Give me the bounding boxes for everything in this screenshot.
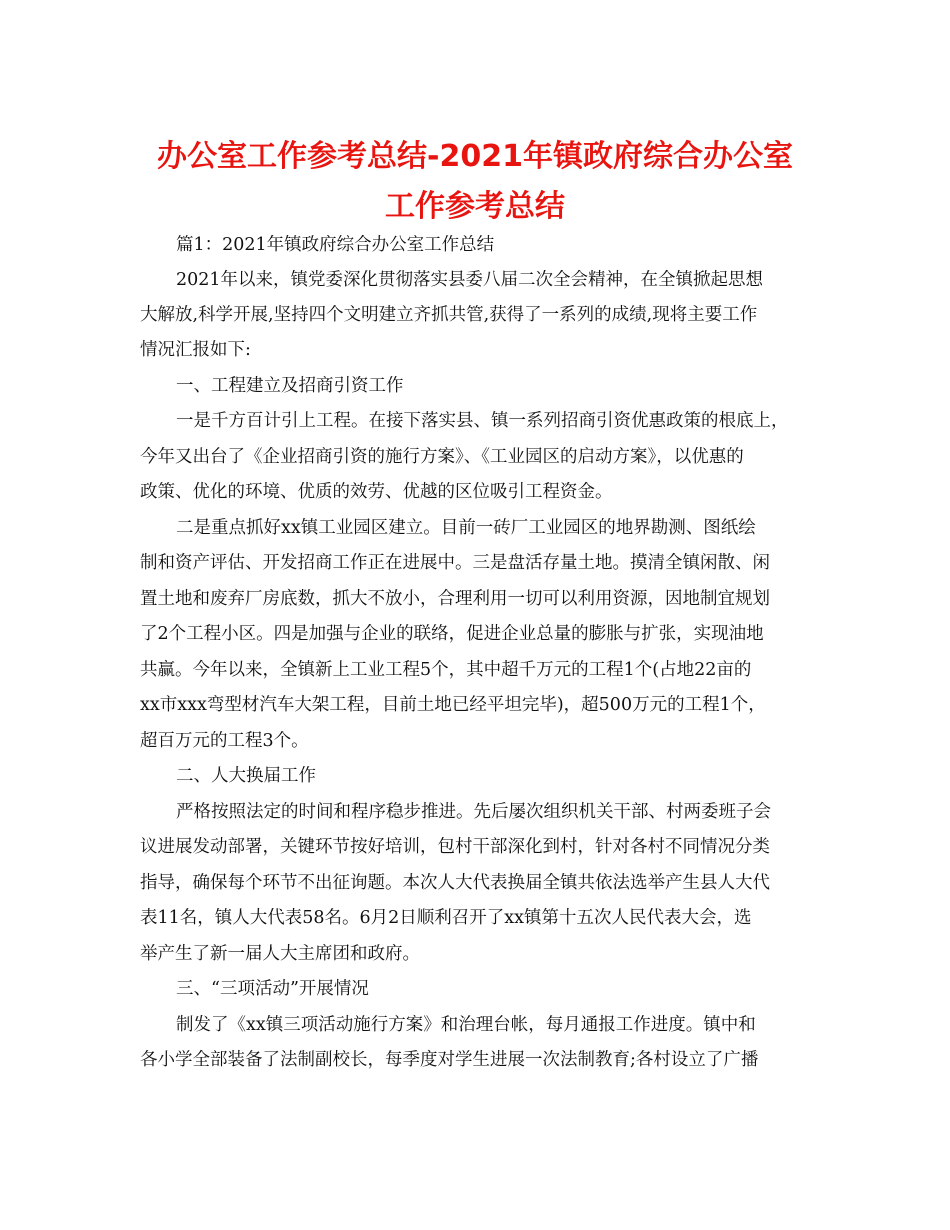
paragraph-line: 情况汇报如下:	[140, 340, 251, 360]
paragraph-line: 共赢。今年以来，全镇新上工业工程5个，其中超千万元的工程1个(占地22亩的	[140, 660, 752, 680]
section-heading: 一、工程建立及招商引资工作	[176, 376, 404, 396]
document-title-line-2: 工作参考总结	[385, 189, 565, 224]
paragraph-line: 政策、优化的环境、优质的效劳、优越的区位吸引工程资金。	[140, 482, 613, 502]
section-heading: 二、人大换届工作	[176, 766, 316, 786]
section-heading: 三、“三项活动”开展情况	[176, 979, 369, 999]
paragraph-line: 二是重点抓好xx镇工业园区建立。目前一砖厂工业园区的地界勘测、图纸绘	[176, 518, 756, 538]
paragraph-line: 制发了《xx镇三项活动施行方案》和治理台帐，每月通报工作进度。镇中和	[176, 1015, 756, 1035]
paragraph-line: xx市xxx弯型材汽车大架工程，目前土地已经平坦完毕)，超500万元的工程1个，	[140, 695, 766, 715]
paragraph-line: 超百万元的工程3个。	[140, 731, 309, 751]
paragraph-line: 指导，确保每个环节不出征询题。本次人大代表换届全镇共依法选举产生县人大代	[140, 873, 770, 893]
paragraph-line: 严格按照法定的时间和程序稳步推进。先后屡次组织机关干部、村两委班子会	[176, 802, 771, 822]
paragraph-line: 2021年以来，镇党委深化贯彻落实县委八届二次全会精神，在全镇掀起思想	[176, 270, 764, 290]
paragraph-line: 制和资产评估、开发招商工作正在进展中。三是盘活存量土地。摸清全镇闲散、闲	[140, 553, 770, 573]
paragraph-line: 各小学全部装备了法制副校长，每季度对学生进展一次法制教育;各村设立了广播	[140, 1050, 759, 1070]
paragraph-line: 议进展发动部署，关键环节按好培训，包村干部深化到村，针对各村不同情况分类	[140, 837, 770, 857]
paragraph-line: 置土地和废弃厂房底数，抓大不放小，合理利用一切可以利用资源，因地制宜规划	[140, 589, 770, 609]
paragraph-line: 了2个工程小区。四是加强与企业的联络，促进企业总量的膨胀与扩张，实现油地	[140, 624, 764, 644]
paragraph-line: 举产生了新一届人大主席团和政府。	[140, 944, 420, 964]
paragraph-line: 今年又出台了《企业招商引资的施行方案》、《工业园区的启动方案》，以优惠的	[140, 447, 744, 467]
paragraph-line: 一是千方百计引上工程。在接下落实县、镇一系列招商引资优惠政策的根底上，	[176, 411, 789, 431]
document-title-line-1: 办公室工作参考总结-2021年镇政府综合办公室	[157, 139, 793, 174]
paragraph-line: 表11名，镇人大代表58名。6月2日顺利召开了xx镇第十五次人民代表大会，选	[140, 908, 752, 928]
section-subtitle: 篇1：2021年镇政府综合办公室工作总结	[176, 235, 495, 255]
paragraph-line: 大解放,科学开展,坚持四个文明建立齐抓共管,获得了一系列的成绩,现将主要工作	[140, 305, 758, 325]
